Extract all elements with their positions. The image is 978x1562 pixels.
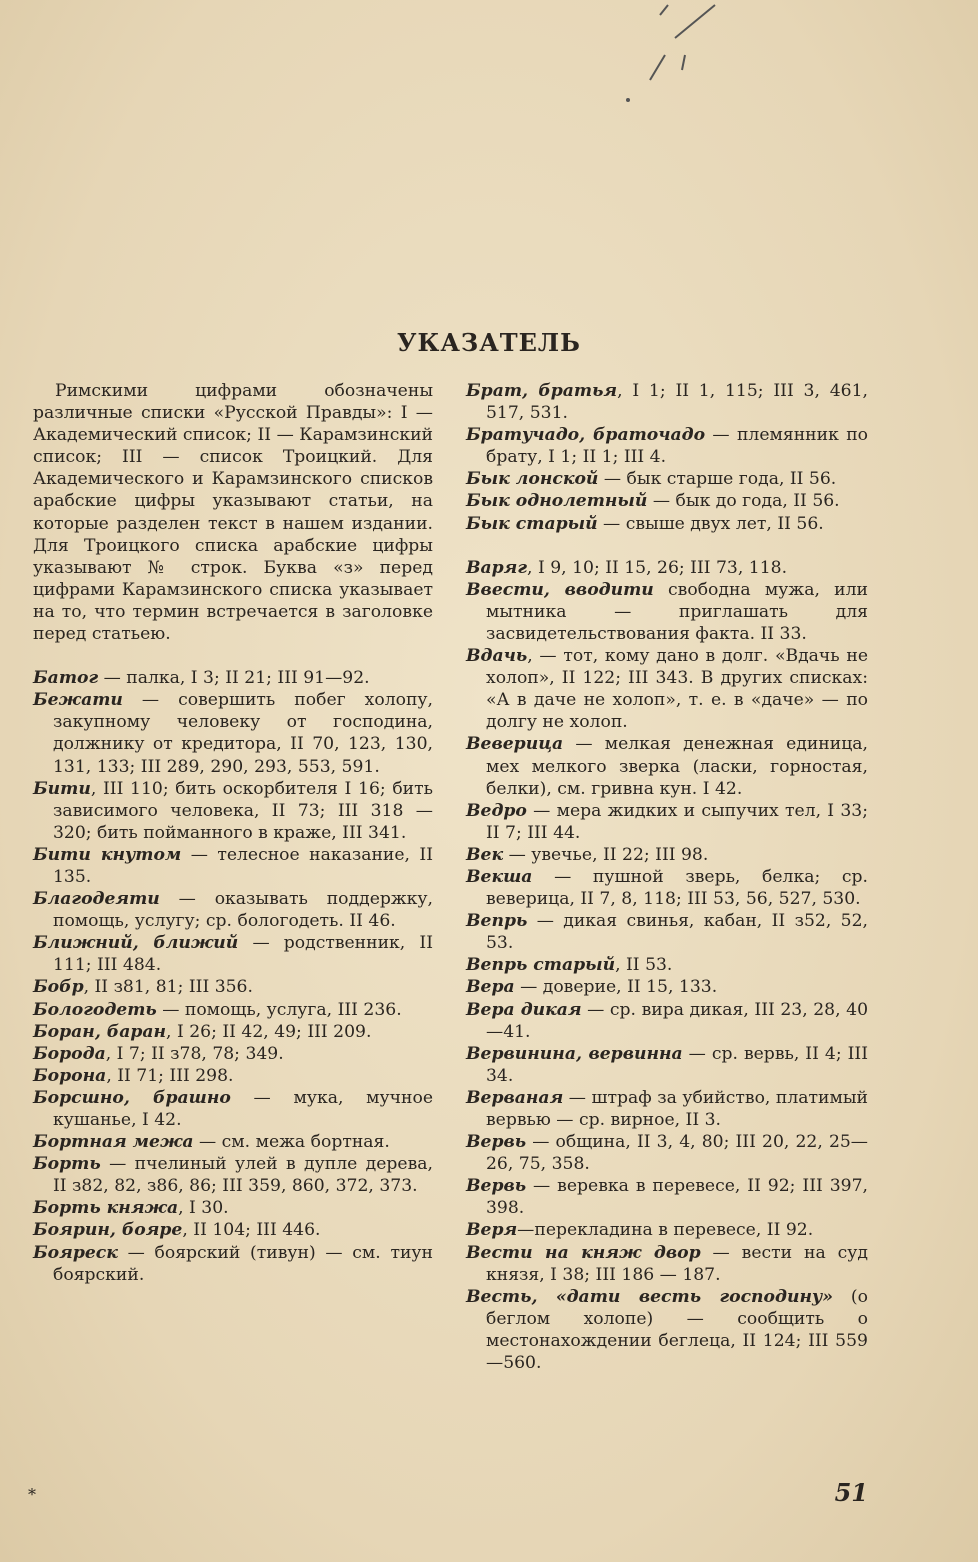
entry-term: Век bbox=[466, 844, 504, 865]
entry-term: Бык старый bbox=[466, 513, 598, 534]
index-entry bbox=[33, 888, 433, 932]
entry-term: Бык лонской bbox=[466, 469, 599, 490]
index-entry bbox=[466, 424, 868, 468]
entry-text: , I 7; II з78, 78; 349. bbox=[105, 1043, 284, 1064]
entry-text: — мелкая денежная единица, мех мелкого зверка (ласки, горностая, белки), см. гривна кун. I 42. bbox=[486, 734, 868, 799]
entry-term: Бологодеть bbox=[33, 999, 157, 1020]
entry-text: — совершить побег холопу, закупному человеку от господина, должнику от кредитора, II 70, 123, 130, 131, 133; III 289, 290, 293, 553, 591. bbox=[53, 690, 433, 777]
entry-text: — свыше двух лет, II 56. bbox=[597, 513, 824, 534]
entry-term: Благодеяти bbox=[33, 889, 160, 910]
entry-term: Бояреск bbox=[33, 1242, 118, 1263]
index-entry bbox=[466, 1242, 868, 1286]
entry-term: Верваная bbox=[466, 1087, 564, 1108]
index-entry bbox=[466, 1043, 868, 1087]
entry-text: — пчелиный улей в дупле дерева, II з82, 82, з86, 86; III 359, 860, 372, 373. bbox=[53, 1154, 433, 1197]
index-entry bbox=[466, 645, 868, 733]
index-entry bbox=[466, 513, 868, 535]
entry-text: — оказывать поддержку, помощь, услугу; ср. бологодеть. II 46. bbox=[53, 889, 433, 932]
index-entry bbox=[33, 1043, 433, 1065]
entry-text: — пушной зверь, белка; ср. веверица, II 7, 8, 118; III 53, 56, 527, 530. bbox=[486, 866, 868, 910]
entry-text: , I 1; II 1, 115; III 3, 461, 517, 531. bbox=[486, 381, 869, 424]
entry-text: , II 71; III 298. bbox=[106, 1065, 234, 1086]
entry-text: — увечье, II 22; III 98. bbox=[503, 844, 709, 865]
entry-text: свободна мужа, или мытника — приглашать для засвидетельствования факта. II 33. bbox=[486, 579, 868, 644]
entry-term: Борть княжа bbox=[33, 1198, 179, 1219]
entry-term: Вера дикая bbox=[466, 999, 582, 1020]
entry-text: , I 26; II 42, 49; III 209. bbox=[166, 1021, 372, 1042]
index-entry bbox=[466, 380, 868, 424]
entry-term: Ближний, ближий bbox=[33, 933, 239, 954]
index-entry bbox=[33, 999, 433, 1021]
entry-text: — мера жидких и сыпучих тел, I 33; II 7; III 44. bbox=[486, 800, 868, 843]
entry-term: Варяг bbox=[466, 557, 528, 578]
index-entry bbox=[466, 1286, 868, 1374]
footer-star: * bbox=[28, 1485, 36, 1504]
entry-term: Борсшно, брашно bbox=[33, 1087, 231, 1108]
entry-term: Бобр bbox=[33, 977, 84, 998]
index-entry bbox=[466, 1087, 868, 1131]
index-entry bbox=[33, 1153, 433, 1197]
entry-text: , — тот, кому дано в долг. «Вдачь не холоп», II 122; III 343. В других списках: «А в даче не холоп», т. е. в «даче» — по долгу не холоп. bbox=[486, 646, 868, 733]
entry-term: Ведро bbox=[466, 800, 527, 821]
entry-term: Бити кнутом bbox=[33, 844, 182, 865]
section-gap bbox=[466, 535, 868, 557]
page-title: УКАЗАТЕЛЬ bbox=[397, 328, 581, 357]
entry-term: Вера bbox=[466, 977, 515, 998]
entry-text: , I 30. bbox=[178, 1198, 229, 1219]
left-entries bbox=[33, 667, 433, 1286]
entry-term: Боран, баран bbox=[33, 1021, 167, 1042]
page-number: 51 bbox=[834, 1478, 868, 1507]
entry-text: — вести на суд князя, I 38; III 186 — 187. bbox=[486, 1242, 868, 1285]
index-entry bbox=[33, 1021, 433, 1043]
index-entry bbox=[466, 866, 868, 910]
entry-term: Бити bbox=[33, 778, 91, 799]
index-entry bbox=[33, 1087, 433, 1131]
entry-term: Бежати bbox=[33, 690, 123, 711]
entry-text: — помощь, услуга, III 236. bbox=[156, 999, 402, 1020]
index-entry bbox=[33, 1219, 433, 1241]
entry-term: Вепрь bbox=[466, 911, 528, 932]
entry-text: — бык до года, II 56. bbox=[647, 491, 840, 512]
entry-term: Брат, братья bbox=[466, 381, 618, 401]
index-entry bbox=[33, 844, 433, 888]
entry-text: , III 110; бить оскорбителя I 16; бить зависимого человека, II 73; III 318 — 320; бить пойманного в краже, III 341. bbox=[53, 778, 433, 843]
entry-term: Батог bbox=[33, 668, 99, 689]
entry-text: —перекладина в перевесе, II 92. bbox=[517, 1220, 814, 1241]
entry-text: — родственник, II 111; III 484. bbox=[53, 933, 433, 976]
entry-text: (о беглом холопе) — сообщить о местонахождении беглеца, II 124; III 559—560. bbox=[486, 1286, 868, 1374]
entry-text: — племянник по брату, I 1; II 1; III 4. bbox=[486, 425, 868, 468]
entry-text: — бык старше года, II 56. bbox=[598, 469, 837, 490]
index-entry bbox=[466, 800, 868, 844]
entry-text: , II з81, 81; III 356. bbox=[83, 977, 253, 998]
entry-text: — веревка в перевесе, II 92; III 397, 398. bbox=[486, 1176, 868, 1219]
entry-term: Веря bbox=[466, 1220, 518, 1241]
right-column bbox=[466, 380, 868, 1374]
entry-term: Вервинина, вервинна bbox=[466, 1043, 683, 1064]
entry-term: Бортная межа bbox=[33, 1132, 194, 1153]
entry-term: Братучадо, браточадо bbox=[466, 425, 706, 446]
entry-term: Вервь bbox=[466, 1132, 527, 1153]
entry-text: — см. межа бортная. bbox=[193, 1132, 390, 1153]
entry-text: , II 104; III 446. bbox=[182, 1220, 321, 1241]
index-entry bbox=[33, 1131, 433, 1153]
index-entry bbox=[33, 932, 433, 976]
intro-paragraph: Римскими цифрами обозначены различные списки «Русской Правды»: I — Академический список; II — Карамзинский список; III — список Троицкий. Для Академического и Карамзинского списков арабские цифры указывают статьи, на которые разделен текст в нашем издании. Для Троицкого списка арабские цифры указывают № строк. Буква «з» перед цифрами Карамзинского списка указывает на то, что термин встречается в заголовке перед статьею. bbox=[33, 381, 433, 645]
entry-text: — ср. вира дикая, III 23, 28, 40—41. bbox=[486, 999, 869, 1042]
pen-marks bbox=[620, 0, 740, 110]
entry-text: , I 9, 10; II 15, 26; III 73, 118. bbox=[527, 557, 788, 578]
left-column bbox=[33, 380, 433, 1286]
index-entry bbox=[466, 733, 868, 799]
index-entry bbox=[33, 667, 433, 689]
entry-term: Вдачь bbox=[466, 646, 528, 667]
entry-term: Вепрь старый bbox=[466, 955, 616, 976]
index-entry bbox=[33, 1197, 433, 1219]
index-entry bbox=[466, 976, 868, 998]
index-entry bbox=[466, 954, 868, 976]
entry-text: — община, II 3, 4, 80; III 20, 22, 25—26, 75, 358. bbox=[486, 1132, 868, 1175]
entry-text: — штраф за убийство, платимый вервью — ср. вирное, II 3. bbox=[486, 1087, 868, 1130]
entry-text: — мука, мучное кушанье, I 42. bbox=[53, 1087, 433, 1130]
entry-term: Борона bbox=[33, 1065, 107, 1086]
entry-term: Вервь bbox=[466, 1176, 527, 1197]
index-entry bbox=[466, 844, 868, 866]
index-entry bbox=[33, 1065, 433, 1087]
index-entry bbox=[33, 778, 433, 844]
index-entry bbox=[466, 579, 868, 645]
entry-text: — ср. вервь, II 4; III 34. bbox=[486, 1043, 868, 1086]
index-entry bbox=[33, 976, 433, 998]
entry-term: Бык однолетный bbox=[466, 491, 648, 512]
entry-text: — палка, I 3; II 21; III 91—92. bbox=[98, 668, 370, 689]
index-entry bbox=[466, 468, 868, 490]
index-entry bbox=[466, 910, 868, 954]
index-entry bbox=[466, 1175, 868, 1219]
entry-text: — доверие, II 15, 133. bbox=[514, 977, 718, 998]
index-entry bbox=[33, 689, 433, 777]
index-entry bbox=[466, 1131, 868, 1175]
entry-term: Векша bbox=[466, 866, 533, 887]
entry-text: — дикая свинья, кабан, II з52, 52, 53. bbox=[486, 911, 868, 954]
index-entry bbox=[466, 999, 868, 1043]
index-entry bbox=[33, 1242, 433, 1286]
entry-term: Боярин, бояре bbox=[33, 1220, 183, 1241]
index-entry bbox=[466, 490, 868, 512]
entry-term: Веверица bbox=[466, 734, 564, 755]
entry-text: — боярский (тивун) — см. тиун боярский. bbox=[53, 1242, 433, 1285]
entry-term: Вести на княж двор bbox=[466, 1242, 701, 1263]
index-entry bbox=[466, 1219, 868, 1241]
index-entry bbox=[466, 557, 868, 579]
right-entries bbox=[466, 380, 868, 1374]
entry-term: Борть bbox=[33, 1154, 101, 1175]
entry-term: Ввести, вводити bbox=[466, 579, 654, 600]
entry-text: — телесное наказание, II 135. bbox=[53, 844, 434, 887]
entry-text: , II 53. bbox=[615, 955, 673, 976]
entry-term: Весть, «дати весть господину» bbox=[466, 1286, 834, 1307]
entry-term: Борода bbox=[33, 1043, 106, 1064]
